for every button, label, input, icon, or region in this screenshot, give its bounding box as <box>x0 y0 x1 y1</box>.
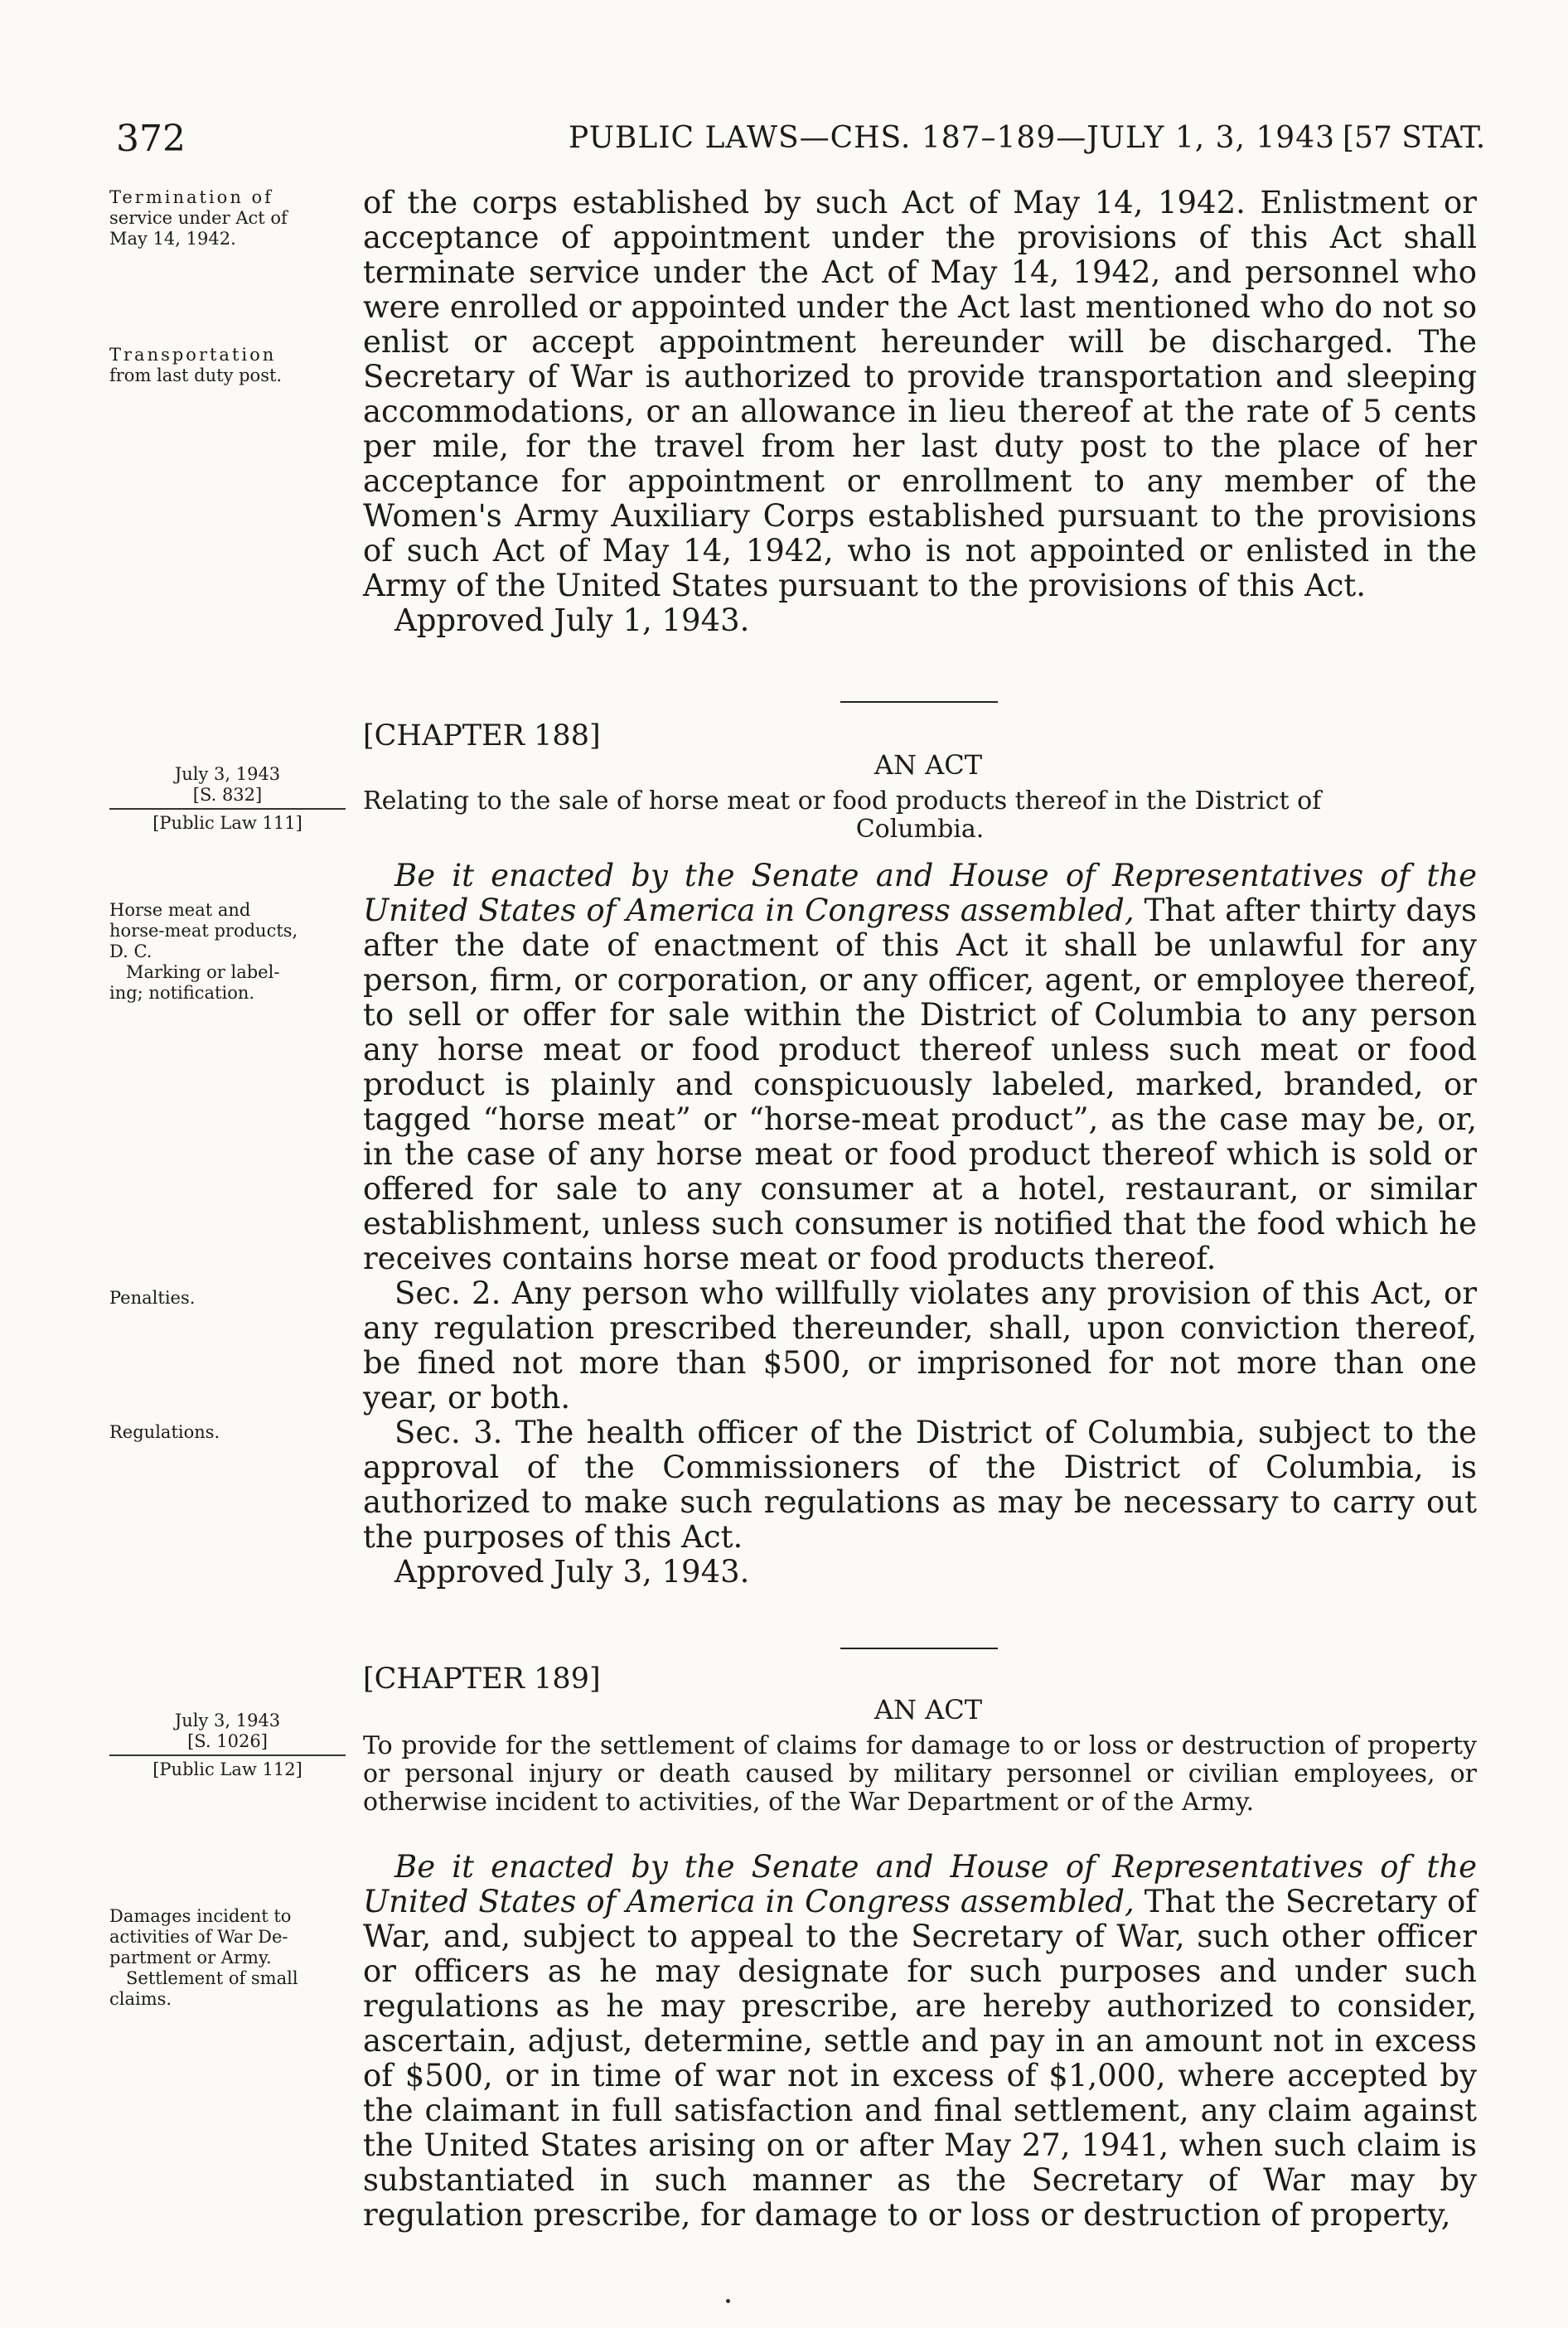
chapter-189-body <box>363 1850 1477 2233</box>
margin-note-termination <box>109 187 346 249</box>
public-law-number: [Public Law 111] <box>152 813 302 833</box>
page-number: 372 <box>116 118 186 160</box>
section-1-text: That after thirty days after the date of enactment of this Act it shall be unlawful for any person, firm, or corporation, or any officer, agent, or employee thereof, to sell or offer for sale within the District of Columbia to any person any horse meat or food product thereof unless such meat or food product is plainly and conspicuously labeled, marked, branded, or tagged “horse meat” or “horse-meat product”, as the case may be, or, in the case of any horse meat or food product thereof which is sold or offered for sale to any consumer at a hotel, restaurant, or similar establishment, unless such consumer is notified that the food which he receives contains horse meat or food products thereof. <box>363 893 1477 1276</box>
margin-note-line: service under Act of <box>109 208 288 228</box>
section-2-text: Any person who willfully violates any provision of this Act, or any regulation prescribed thereunder, shall, upon conviction thereof, be fined not more than $500, or imprisoned for not more than one year, or both. <box>363 1275 1477 1416</box>
margin-note-ch189-citation <box>109 1711 346 1780</box>
chapter-188-approved: Approved July 3, 1943. <box>394 1554 750 1590</box>
margin-note-line: Damages incident to <box>109 1906 292 1926</box>
margin-note-ch188-citation <box>109 764 346 834</box>
margin-note-line: Horse meat and <box>109 900 251 920</box>
chapter-188-section-2 <box>363 1276 1477 1416</box>
section-3-text: The health officer of the District of Columbia, subject to the approval of the Commissioners of the District of Columbia, is authorized to make such regulations as may be necessary to carry out the purposes of this Act. <box>363 1415 1477 1555</box>
margin-note-line: from last duty post. <box>109 365 283 385</box>
margin-note-line: May 14, 1942. <box>109 229 236 249</box>
margin-note-damages <box>109 1906 346 2010</box>
senate-bill-number: [S. 1026] <box>187 1731 268 1751</box>
section-divider <box>840 701 998 703</box>
running-head: PUBLIC LAWS—CHS. 187–189—JULY 1, 3, 1943 <box>569 121 1336 155</box>
margin-note-line: ing; notification. <box>109 983 255 1003</box>
chapter-189-section-1 <box>363 1850 1477 2233</box>
margin-note-transportation <box>109 345 346 386</box>
margin-note-regulations: Regulations. <box>109 1422 220 1442</box>
margin-note-line: activities of War De- <box>109 1927 288 1947</box>
margin-note-line: horse-meat products, <box>109 921 298 941</box>
chapter-187-approved: Approved July 1, 1943. <box>394 603 750 638</box>
chapter-189-act-label: AN ACT <box>874 1694 983 1725</box>
margin-note-line: Marking or label- <box>126 962 280 982</box>
print-mark <box>726 2299 730 2303</box>
margin-note-line: partment or Army. <box>109 1948 272 1967</box>
enacting-clause: Be it enacted by the Senate and House of Representatives of the United States of America in Congress assembled, <box>363 1849 1477 1919</box>
enactment-date: July 3, 1943 <box>174 1711 281 1730</box>
chapter-188-subject: Relating to the sale of horse meat or food products thereof in the District of <box>363 786 1322 816</box>
chapter-189-subject: To provide for the settlement of claims for damage to or loss or destruction of property or personal injury or death caused by military personnel or civilian employees, or otherwise incident to activities, of the War Department or of the Army. <box>363 1731 1477 1817</box>
enactment-date: July 3, 1943 <box>174 764 281 784</box>
chapter-187-text: of the corps established by such Act of May 14, 1942. Enlistment or acceptance of appointment under the provisions of this Act shall terminate service under the Act of May 14, 1942, and personnel who were enrolled or appointed under the Act last mentioned who do not so enlist or accept appointment hereunder will be discharged. The Secretary of War is authorized to provide transportation and sleeping accommodations, or an allowance in lieu thereof at the rate of 5 cents per mile, for the travel from her last duty post to the place of her acceptance for appointment or enrollment to any member of the Women's Army Auxiliary Corps established pursuant to the provisions of such Act of May 14, 1942, who is not appointed or enlisted in the Army of the United States pursuant to the provisions of this Act. <box>363 185 1477 603</box>
citation-rule <box>109 808 346 810</box>
margin-note-line: Transportation <box>109 345 277 365</box>
chapter-188-act-label: AN ACT <box>874 749 983 781</box>
section-1-text: That the Secretary of War, and, subject to appeal to the Secretary of War, such other officer or officers as he may designate for such purposes and under such regulations as he may prescribe, are hereby authorized to consider, ascertain, adjust, determine, settle and pay in an amount not in excess of $500, or in time of war not in excess of $1,000, where accepted by the claimant in full satisfaction and final settlement, any claim against the United States arising on or after May 27, 1941, when such claim is substantiated in such manner as the Secretary of War may by regulation prescribe, for damage to or loss or destruction of property, <box>363 1884 1477 2233</box>
section-2-label: Sec. 2. <box>394 1275 501 1311</box>
margin-note-penalties: Penalties. <box>109 1288 196 1308</box>
section-3-label: Sec. 3. <box>394 1415 503 1450</box>
volume-reference: [57 STAT. <box>1343 121 1486 155</box>
chapter-188-section-3 <box>363 1416 1477 1555</box>
margin-note-line: Settlement of small <box>126 1968 298 1988</box>
chapter-188-subject-end: Columbia. <box>855 815 985 844</box>
margin-note-line: claims. <box>109 1989 172 2009</box>
senate-bill-number: [S. 832] <box>192 785 263 805</box>
chapter-188-heading: [CHAPTER 188] <box>363 719 601 753</box>
margin-note-line: Termination of <box>109 187 273 207</box>
chapter-189-heading: [CHAPTER 189] <box>363 1663 601 1696</box>
margin-note-horse-meat <box>109 900 346 1004</box>
margin-note-line: D. C. <box>109 941 152 961</box>
public-law-number: [Public Law 112] <box>152 1759 302 1779</box>
chapter-187-continuation <box>363 186 1477 638</box>
citation-rule <box>109 1754 346 1756</box>
section-divider <box>840 1648 998 1649</box>
enacting-clause: Be it enacted by the Senate and House of Representatives of the United States of America in Congress assembled, <box>363 858 1477 928</box>
chapter-188-body <box>363 859 1477 1590</box>
chapter-188-section-1 <box>363 859 1477 1276</box>
